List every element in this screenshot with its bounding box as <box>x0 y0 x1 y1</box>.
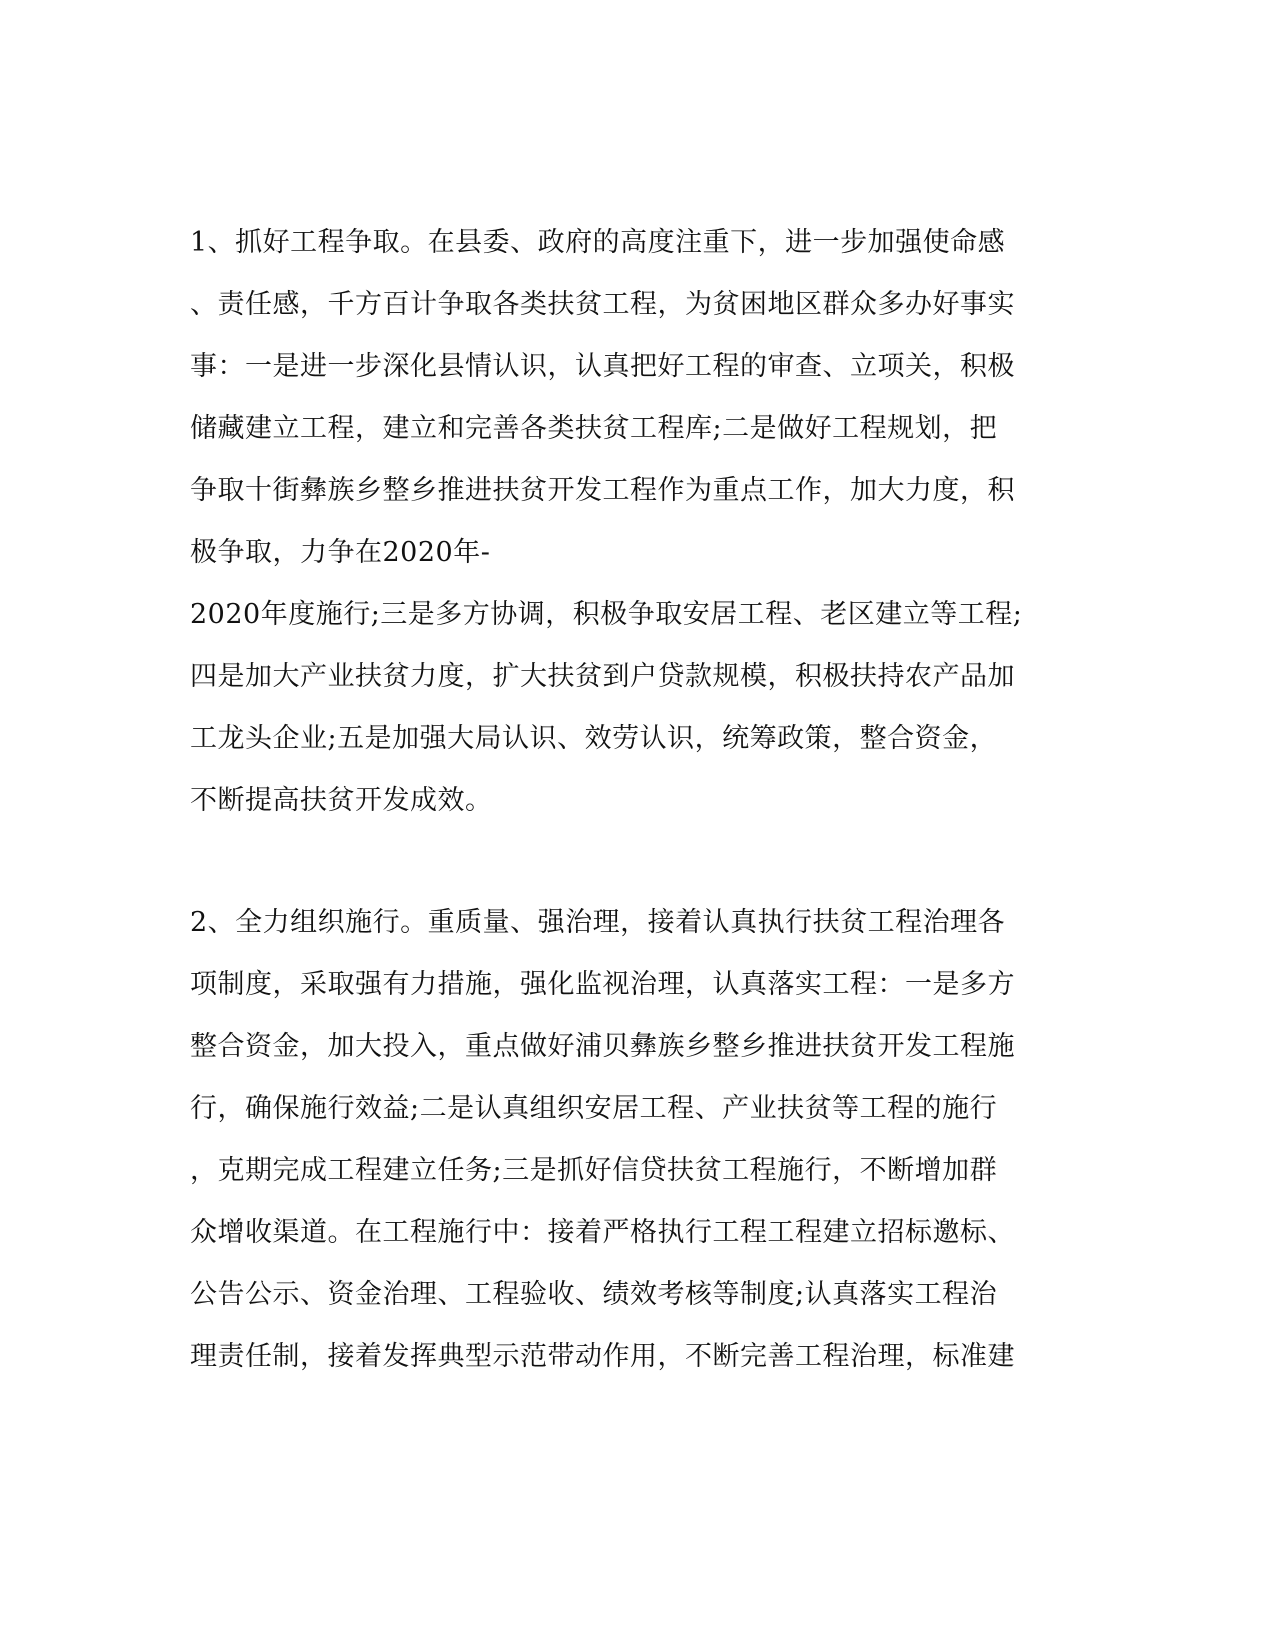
text-line: 工龙头企业;五是加强大局认识、效劳认识，统筹政策，整合资金， <box>190 723 998 754</box>
text-line: 项制度，采取强有力措施，强化监视治理，认真落实工程：一是多方 <box>190 969 1015 1000</box>
text-line: 不断提高扶贫开发成效。 <box>190 785 493 816</box>
text-line: 理责任制，接着发挥典型示范带动作用，不断完善工程治理，标准建 <box>190 1341 1015 1372</box>
text-line: 众增收渠道。在工程施行中：接着严格执行工程工程建立招标邀标、 <box>190 1217 1015 1248</box>
text-line: 行，确保施行效益;二是认真组织安居工程、产业扶贫等工程的施行 <box>190 1093 998 1124</box>
text-line: 极争取，力争在2020年- <box>190 537 491 568</box>
text-line: 争取十街彝族乡整乡推进扶贫开发工程作为重点工作，加大力度，积 <box>190 475 1015 506</box>
text-line: ，克期完成工程建立任务;三是抓好信贷扶贫工程施行，不断增加群 <box>190 1155 998 1186</box>
text-line: 四是加大产业扶贫力度，扩大扶贫到户贷款规模，积极扶持农产品加 <box>190 661 1015 692</box>
text-line: 公告公示、资金治理、工程验收、绩效考核等制度;认真落实工程治 <box>190 1279 998 1310</box>
text-line: 整合资金，加大投入，重点做好浦贝彝族乡整乡推进扶贫开发工程施 <box>190 1031 1015 1062</box>
text-line: 、责任感，千方百计争取各类扶贫工程，为贫困地区群众多办好事实 <box>190 289 1015 320</box>
text-line: 1、抓好工程争取。在县委、政府的高度注重下，进一步加强使命感 <box>190 227 1006 258</box>
text-line: 2020年度施行;三是多方协调，积极争取安居工程、老区建立等工程; <box>190 599 1023 630</box>
text-line: 事：一是进一步深化县情认识，认真把好工程的审查、立项关，积极 <box>190 351 1015 382</box>
text-line: 储藏建立工程，建立和完善各类扶贫工程库;二是做好工程规划，把 <box>190 413 998 444</box>
text-line: 2、全力组织施行。重质量、强治理，接着认真执行扶贫工程治理各 <box>190 907 1006 938</box>
